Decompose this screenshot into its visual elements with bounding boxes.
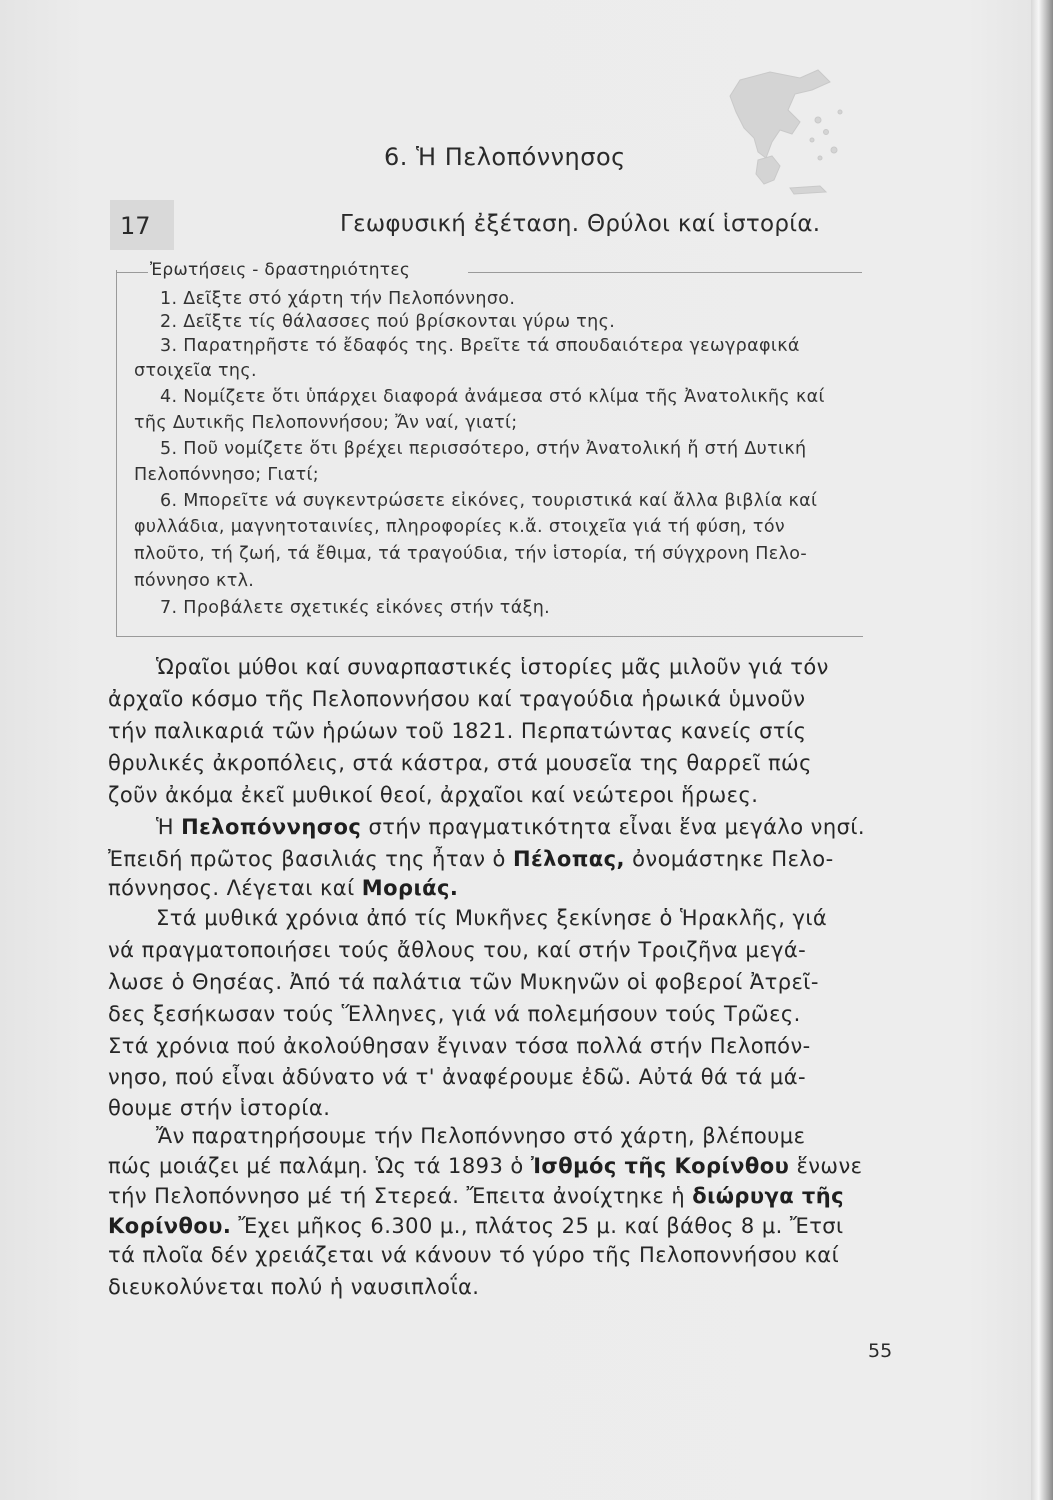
question-line: 3. Παρατηρῆστε τό ἔδαφός της. Βρεῖτε τά σπουδαιότερα γεωγραφικά	[160, 336, 800, 356]
question-line: 5. Ποῦ νομίζετε ὅτι βρέχει περισσότερο, στήν Ἀνατολική ἤ στή Δυτική	[160, 439, 807, 459]
question-line: 7. Προβάλετε σχετικές εἰκόνες στήν τάξη.	[160, 598, 551, 618]
body-line: Ἄν παρατηρήσουμε τήν Πελοπόννησο στό χάρτη, βλέπουμε	[156, 1124, 806, 1148]
body-line: τήν παλικαριά τῶν ἡρώων τοῦ 1821. Περπατώντας κανείς στίς	[108, 719, 807, 743]
body-line: τήν Πελοπόννησο μέ τή Στερεά. Ἔπειτα ἀνοίχτηκε ἡ διώρυγα τῆς	[108, 1184, 845, 1208]
body-line: Ἐπειδή πρῶτος βασιλιάς της ἦταν ὁ Πέλοπας, ὀνομάστηκε Πελο-	[108, 847, 834, 871]
questions-frame-rule	[468, 272, 862, 273]
body-line: θουμε στήν ἱστορία.	[108, 1096, 331, 1120]
body-line: ἀρχαῖο κόσμο τῆς Πελοποννήσου καί τραγούδια ἡρωικά ὑμνοῦν	[108, 687, 806, 711]
question-line: 1. Δεῖξτε στό χάρτη τήν Πελοπόννησο.	[160, 289, 516, 309]
body-line: διευκολύνεται πολύ ἡ ναυσιπλοΐα.	[108, 1275, 480, 1299]
questions-heading: Ἐρωτήσεις - δραστηριότητες	[150, 260, 411, 280]
question-line: τῆς Δυτικῆς Πελοποννήσου; Ἄν ναί, γιατί;	[134, 413, 518, 433]
body-line: λωσε ὁ Θησέας. Ἀπό τά παλάτια τῶν Μυκηνῶν οἱ φοβεροί Ἀτρεῖ-	[108, 970, 819, 994]
term-corinth-canal: Κορίνθου.	[108, 1214, 232, 1238]
body-line: τά πλοῖα δέν χρειάζεται νά κάνουν τό γύρο τῆς Πελοποννήσου καί	[108, 1243, 840, 1267]
body-line: Κορίνθου. Ἔχει μῆκος 6.300 μ., πλάτος 25 μ. καί βάθος 8 μ. Ἔτσι	[108, 1214, 844, 1238]
body-line: Ὡραῖοι μύθοι καί συναρπαστικές ἱστορίες μᾶς μιλοῦν γιά τόν	[156, 655, 829, 679]
body-line: νά πραγματοποιήσει τούς ἄθλους του, καί στήν Τροιζῆνα μεγά-	[108, 938, 807, 962]
body-line: πώς μοιάζει μέ παλάμη. Ὡς τά 1893 ὁ Ἰσθμός τῆς Κορίνθου ἕνωνε	[108, 1154, 863, 1178]
question-line: 2. Δεῖξτε τίς θάλασσες πού βρίσκονται γύρω της.	[160, 312, 616, 332]
page-binding-edge	[1031, 0, 1053, 1500]
body-line: Στά μυθικά χρόνια ἀπό τίς Μυκῆνες ξεκίνησε ὁ Ἡρακλῆς, γιά	[156, 906, 828, 930]
body-line: δες ξεσήκωσαν τούς Ἕλληνες, γιά νά πολεμήσουν τούς Τρῶες.	[108, 1002, 801, 1026]
questions-frame-rule	[116, 272, 148, 273]
term-peloponnese: Πελοπόννησος	[181, 815, 362, 839]
page-number: 55	[868, 1340, 893, 1362]
question-line: πλοῦτο, τή ζωή, τά ἔθιμα, τά τραγούδια, τήν ἱστορία, τή σύγχρονη Πελο-	[134, 544, 808, 564]
body-line: Ἡ Πελοπόννησος στήν πραγματικότητα εἶναι ἕνα μεγάλο νησί.	[156, 815, 866, 839]
term-corinth-canal: διώρυγα τῆς	[692, 1184, 845, 1208]
body-line: νησο, πού εἶναι ἀδύνατο νά τ' ἀναφέρουμε ἐδῶ. Αὐτά θά τά μά-	[108, 1065, 807, 1089]
term-isthmus-of-corinth: Ἰσθμός τῆς Κορίνθου	[530, 1154, 790, 1178]
lesson-title: Γεωφυσική ἐξέταση. Θρύλοι καί ἱστορία.	[340, 211, 821, 237]
question-line: στοιχεῖα της.	[134, 361, 257, 381]
term-pelops: Πέλοπας,	[512, 847, 625, 871]
question-line: 6. Μπορεῖτε νά συγκεντρώσετε εἰκόνες, τουριστικά καί ἄλλα βιβλία καί	[160, 491, 818, 511]
question-line: 4. Νομίζετε ὅτι ὑπάρχει διαφορά ἀνάμεσα στό κλίμα τῆς Ἀνατολικῆς καί	[160, 387, 825, 407]
chapter-title: 6. Ἡ Πελοπόννησος	[384, 143, 626, 171]
body-line: πόννησος. Λέγεται καί Μοριάς.	[108, 876, 459, 900]
body-line: Στά χρόνια πού ἀκολούθησαν ἔγιναν τόσα πολλά στήν Πελοπόν-	[108, 1034, 811, 1058]
question-line: φυλλάδια, μαγνητοταινίες, πληροφορίες κ.ἄ. στοιχεῖα γιά τή φύση, τόν	[134, 517, 786, 537]
body-line: ζοῦν ἀκόμα ἐκεῖ μυθικοί θεοί, ἀρχαῖοι καί νεώτεροι ἥρωες.	[108, 783, 759, 807]
lesson-number: 17	[120, 212, 151, 240]
greece-map-icon	[700, 60, 860, 200]
body-line: θρυλικές ἀκροπόλεις, στά κάστρα, στά μουσεῖα της θαρρεῖ πώς	[108, 751, 812, 775]
question-line: Πελοπόννησο; Γιατί;	[134, 465, 320, 485]
question-line: πόννησο κτλ.	[134, 571, 255, 591]
term-morias: Μοριάς.	[361, 876, 459, 900]
